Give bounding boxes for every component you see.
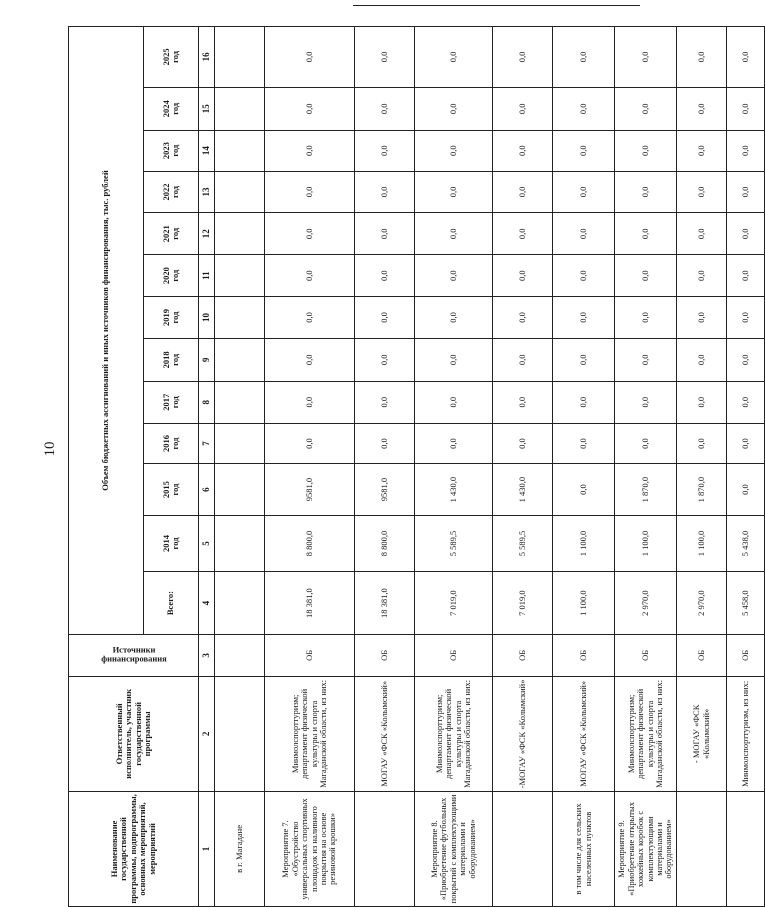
header-year-3: [144, 381, 199, 423]
row-executor: МОГАУ «ФСК «Колымский»: [355, 676, 415, 791]
header-year-7: [144, 213, 199, 255]
header-year-unit: год: [170, 483, 180, 496]
column-number: 11: [199, 255, 215, 297]
row-value: [215, 27, 265, 88]
row-value: 0,0: [615, 423, 677, 464]
row-value: 0,0: [265, 423, 355, 464]
row-value: 0,0: [493, 27, 553, 88]
header-year-1: [144, 464, 199, 515]
row-value: 0,0: [265, 213, 355, 255]
header-year-unit: год: [170, 227, 180, 240]
row-value: 1 870,0: [615, 464, 677, 515]
column-number: 5: [199, 515, 215, 572]
row-total: 2 970,0: [677, 572, 727, 635]
row-source: ОБ: [493, 634, 553, 676]
row-value: 0,0: [553, 423, 615, 464]
header-source-label: Источники финансирования: [100, 645, 167, 665]
row-value: 0,0: [265, 297, 355, 339]
row-value: 0,0: [493, 423, 553, 464]
row-source: ОБ: [415, 634, 493, 676]
header-source: [69, 634, 199, 676]
row-value: [215, 130, 265, 171]
column-number: 14: [199, 130, 215, 171]
row-value: 0,0: [355, 381, 415, 423]
row-value: 0,0: [553, 213, 615, 255]
header-year-unit: год: [170, 437, 180, 450]
row-name: Мероприятие 7. «Обустройство универсальных спортивных площадок из наливного покрытия на основе резиновой крошки»: [265, 791, 355, 906]
header-year-value: 2017: [160, 393, 171, 411]
row-name: Мероприятие 9. «Приобретение открытых хоккейных коробок с комплектующими материалами и оборудованием»: [615, 791, 677, 906]
row-value: 0,0: [355, 213, 415, 255]
row-name: [677, 791, 727, 906]
table-row: [355, 27, 415, 907]
row-value: 0,0: [553, 130, 615, 171]
column-number: 9: [199, 338, 215, 381]
row-value: [215, 423, 265, 464]
row-executor: - МОГАУ «ФСК «Колымский»: [677, 676, 727, 791]
row-value: 0,0: [553, 464, 615, 515]
row-value: 0,0: [727, 464, 765, 515]
row-value: 0,0: [265, 130, 355, 171]
row-value: 0,0: [265, 381, 355, 423]
table-row: [265, 27, 355, 907]
column-number-row: [199, 27, 215, 907]
header-year-unit: год: [170, 311, 180, 324]
row-value: 0,0: [355, 87, 415, 130]
table-row: [615, 27, 677, 907]
row-value: 0,0: [265, 338, 355, 381]
column-number: 7: [199, 423, 215, 464]
row-value: 0,0: [553, 87, 615, 130]
column-number: 10: [199, 297, 215, 339]
row-value: 0,0: [553, 255, 615, 297]
row-value: 0,0: [415, 27, 493, 88]
row-value: [215, 213, 265, 255]
table-row: [493, 27, 553, 907]
row-value: 0,0: [265, 87, 355, 130]
row-value: [215, 297, 265, 339]
row-value: 1 430,0: [493, 464, 553, 515]
header-year-11: [144, 27, 199, 88]
row-value: 9581,0: [265, 464, 355, 515]
row-name: в г. Магадане: [215, 791, 265, 906]
row-source: ОБ: [355, 634, 415, 676]
row-value: 0,0: [677, 255, 727, 297]
row-value: 0,0: [615, 171, 677, 213]
row-total: 18 381,0: [265, 572, 355, 635]
row-value: [215, 255, 265, 297]
row-total: 5 458,0: [727, 572, 765, 635]
table-row: [215, 27, 265, 907]
header-year-value: 2025: [160, 48, 171, 66]
row-source: ОБ: [615, 634, 677, 676]
row-value: 0,0: [415, 338, 493, 381]
row-value: 0,0: [727, 297, 765, 339]
header-year-5: [144, 297, 199, 339]
header-row-1: [69, 27, 144, 907]
row-value: 1 430,0: [415, 464, 493, 515]
header-year-0: [144, 515, 199, 572]
row-total: 18 381,0: [355, 572, 415, 635]
row-value: 0,0: [553, 338, 615, 381]
row-value: 0,0: [727, 130, 765, 171]
row-value: 0,0: [677, 213, 727, 255]
header-name: Наименование государственной программы, подпрограммы, основных мероприятий, мероприятий: [69, 791, 199, 906]
row-value: 0,0: [615, 255, 677, 297]
row-value: 0,0: [265, 255, 355, 297]
header-year-value: 2014: [160, 534, 171, 552]
row-value: 0,0: [493, 255, 553, 297]
row-value: 0,0: [677, 171, 727, 213]
row-value: 0,0: [615, 130, 677, 171]
row-executor: Минмолспорттуризм; департамент физической культуры и спорта Магаданской области, из них:: [415, 676, 493, 791]
row-value: [215, 338, 265, 381]
column-number: 6: [199, 464, 215, 515]
header-year-unit: год: [170, 185, 180, 198]
row-value: [215, 171, 265, 213]
row-value: 0,0: [493, 87, 553, 130]
header-year-value: 2016: [160, 435, 171, 453]
header-year-value: 2021: [160, 225, 171, 243]
row-value: 0,0: [677, 338, 727, 381]
row-value: 1 870,0: [677, 464, 727, 515]
header-year-unit: год: [170, 269, 180, 282]
header-year-unit: год: [170, 102, 180, 115]
row-value: 0,0: [493, 213, 553, 255]
header-year-6: [144, 255, 199, 297]
row-value: 0,0: [415, 213, 493, 255]
row-total: [215, 572, 265, 635]
column-number: 8: [199, 381, 215, 423]
row-value: 0,0: [553, 171, 615, 213]
row-total: 7 019,0: [415, 572, 493, 635]
row-value: 0,0: [355, 297, 415, 339]
row-value: 0,0: [493, 130, 553, 171]
header-year-value: 2023: [160, 142, 171, 160]
row-source: ОБ: [677, 634, 727, 676]
row-value: 8 800,0: [355, 515, 415, 572]
row-value: 0,0: [727, 27, 765, 88]
financing-table: [68, 26, 765, 907]
row-value: 0,0: [553, 27, 615, 88]
column-number: 3: [199, 634, 215, 676]
header-group: Объем бюджетных ассигнований и иных источников финансирования, тыс. рублей: [69, 27, 144, 635]
row-value: 0,0: [355, 130, 415, 171]
row-value: 0,0: [677, 297, 727, 339]
row-executor: -МОГАУ «ФСК «Колымский»: [493, 676, 553, 791]
page-number: 10: [42, 441, 58, 457]
row-value: 0,0: [493, 338, 553, 381]
header-year-unit: год: [170, 144, 180, 157]
row-value: 0,0: [493, 297, 553, 339]
column-number: 16: [199, 27, 215, 88]
row-value: 1 100,0: [553, 515, 615, 572]
row-value: 1 100,0: [677, 515, 727, 572]
row-value: [215, 464, 265, 515]
column-number: 12: [199, 213, 215, 255]
row-value: [215, 87, 265, 130]
header-year-value: 2018: [160, 351, 171, 369]
row-source: ОБ: [265, 634, 355, 676]
header-year-unit: год: [170, 396, 180, 409]
header-year-9: [144, 130, 199, 171]
row-value: 0,0: [355, 255, 415, 297]
row-value: 0,0: [355, 171, 415, 213]
row-total: 1 100,0: [553, 572, 615, 635]
row-value: 0,0: [727, 213, 765, 255]
row-value: 5 438,0: [727, 515, 765, 572]
row-executor: Минмолспорттуризм, из них:: [727, 676, 765, 791]
column-number: 15: [199, 87, 215, 130]
header-total: Всего:: [144, 572, 199, 635]
row-value: 0,0: [615, 87, 677, 130]
row-value: 5 589,5: [415, 515, 493, 572]
table-row: [415, 27, 493, 907]
row-value: 0,0: [265, 171, 355, 213]
row-value: 0,0: [493, 381, 553, 423]
row-value: 0,0: [265, 27, 355, 88]
header-executor: Ответственный исполнитель, участник государственной программы: [69, 676, 199, 791]
column-number: 1: [199, 791, 215, 906]
row-name: Мероприятие 8. «Приобретение футбольных покрытий с комплектующими материалами и оборудованием»: [415, 791, 493, 906]
row-executor: Минмолспорттуризм; департамент физической культуры и спорта Магаданской области, из них:: [265, 676, 355, 791]
header-year-value: 2024: [160, 100, 171, 118]
table-row: [727, 27, 765, 907]
row-value: 0,0: [615, 213, 677, 255]
row-value: 0,0: [727, 171, 765, 213]
row-name: [727, 791, 765, 906]
header-year-8: [144, 171, 199, 213]
row-name: [355, 791, 415, 906]
row-value: 0,0: [615, 381, 677, 423]
row-value: 0,0: [553, 297, 615, 339]
row-value: 0,0: [415, 130, 493, 171]
row-value: 0,0: [677, 423, 727, 464]
row-value: 0,0: [615, 297, 677, 339]
row-total: 2 970,0: [615, 572, 677, 635]
row-executor: [215, 676, 265, 791]
row-value: 0,0: [615, 27, 677, 88]
row-value: 0,0: [493, 171, 553, 213]
rotated-table-container: [68, 26, 750, 907]
top-rule: [353, 5, 640, 6]
header-year-10: [144, 87, 199, 130]
row-value: 0,0: [677, 87, 727, 130]
row-value: 0,0: [727, 338, 765, 381]
row-name: в том числе для сельских населенных пунктов: [553, 791, 615, 906]
row-value: 0,0: [415, 255, 493, 297]
row-value: 0,0: [355, 338, 415, 381]
row-value: 0,0: [415, 171, 493, 213]
header-year-2: [144, 423, 199, 464]
header-year-value: 2022: [160, 183, 171, 201]
row-value: [215, 515, 265, 572]
column-number: 2: [199, 676, 215, 791]
table-row: [553, 27, 615, 907]
column-number: 13: [199, 171, 215, 213]
row-value: 0,0: [415, 297, 493, 339]
row-value: 0,0: [727, 87, 765, 130]
row-source: ОБ: [553, 634, 615, 676]
header-year-value: 2019: [160, 308, 171, 326]
row-value: 0,0: [415, 381, 493, 423]
row-source: [215, 634, 265, 676]
row-value: 0,0: [727, 423, 765, 464]
row-value: 9581,0: [355, 464, 415, 515]
header-year-4: [144, 338, 199, 381]
row-value: 8 800,0: [265, 515, 355, 572]
row-value: 0,0: [553, 381, 615, 423]
header-year-value: 2020: [160, 267, 171, 285]
row-name: [493, 791, 553, 906]
row-executor: МОГАУ «ФСК «Колымский»: [553, 676, 615, 791]
row-value: 0,0: [355, 27, 415, 88]
row-value: 0,0: [415, 423, 493, 464]
header-year-unit: год: [170, 353, 180, 366]
row-value: [215, 381, 265, 423]
row-value: 0,0: [727, 381, 765, 423]
row-value: 0,0: [677, 381, 727, 423]
header-year-unit: год: [170, 50, 180, 63]
row-value: 0,0: [727, 255, 765, 297]
row-value: 0,0: [677, 130, 727, 171]
row-executor: Минмолспорттуризм; департамент физической культуры и спорта Магаданской области, из них:: [615, 676, 677, 791]
row-value: 0,0: [615, 338, 677, 381]
table-row: [677, 27, 727, 907]
row-value: 0,0: [677, 27, 727, 88]
row-value: 5 589,5: [493, 515, 553, 572]
row-source: ОБ: [727, 634, 765, 676]
row-total: 7 019,0: [493, 572, 553, 635]
header-year-value: 2015: [160, 481, 171, 499]
row-value: 1 100,0: [615, 515, 677, 572]
header-year-unit: год: [170, 537, 180, 550]
row-value: 0,0: [355, 423, 415, 464]
column-number: 4: [199, 572, 215, 635]
row-value: 0,0: [415, 87, 493, 130]
